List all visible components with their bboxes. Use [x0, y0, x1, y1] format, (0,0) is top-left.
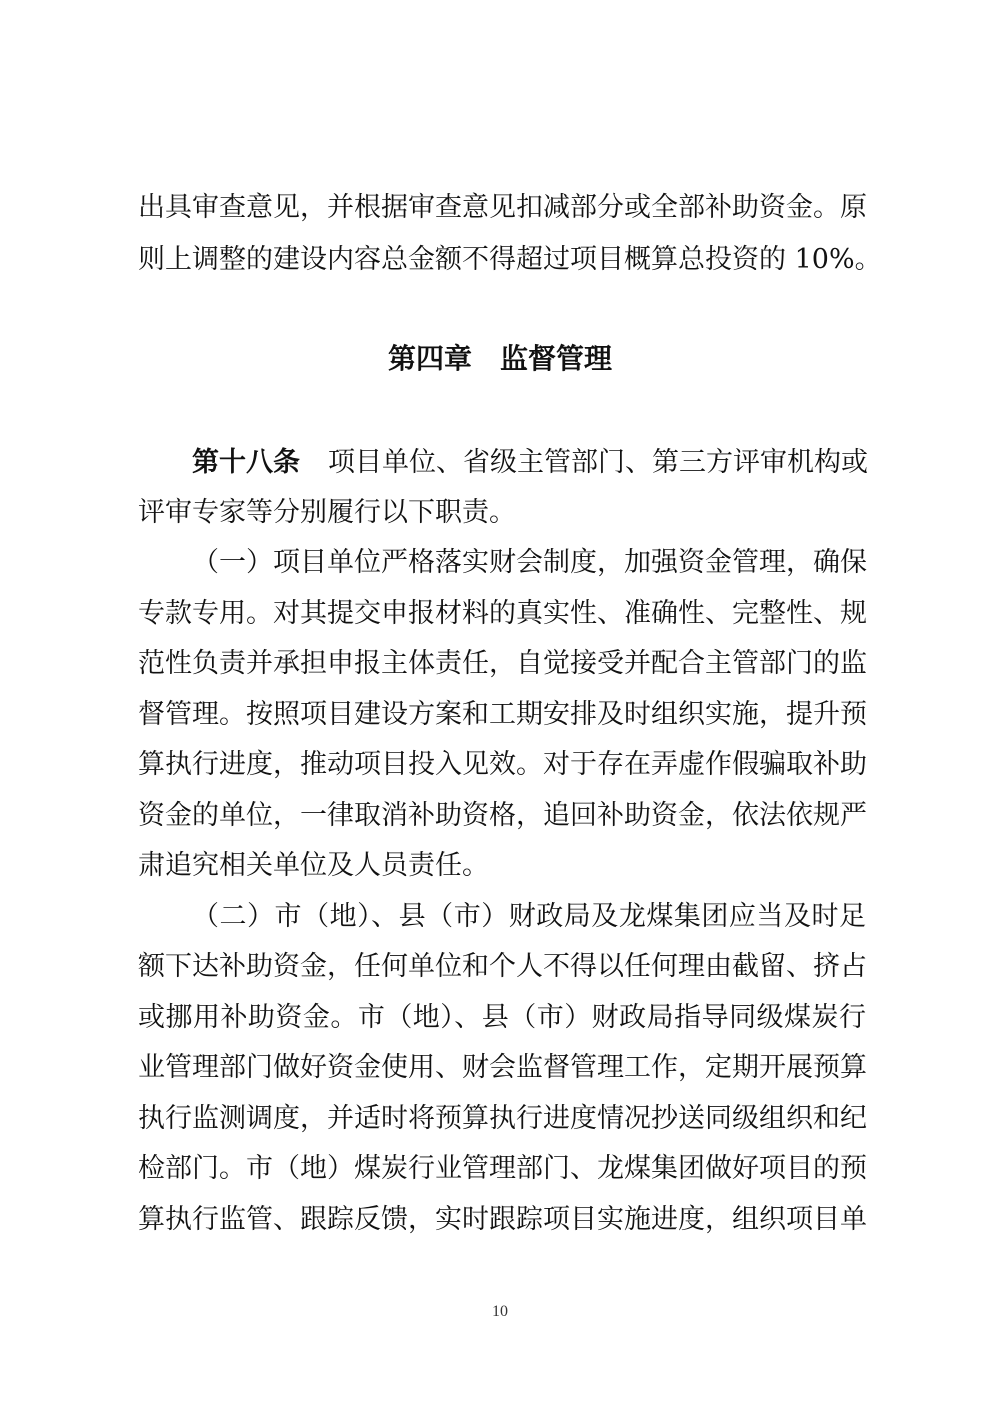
page-number: 10	[492, 1303, 508, 1320]
body-text-line: 或挪用补助资金。市（地）、县（市）财政局指导同级煤炭行	[138, 1002, 866, 1033]
body-text-line: 算执行进度，推动项目投入见效。对于存在弄虚作假骗取补助	[138, 749, 867, 780]
article-18-first-line	[192, 445, 866, 481]
body-text-line: 算执行监管、跟踪反馈，实时跟踪项目实施进度，组织项目单	[138, 1204, 867, 1235]
chapter-heading: 第四章 监督管理	[387, 342, 612, 375]
article-label: 第十八条	[192, 447, 300, 478]
body-text-line: 范性负责并承担申报主体责任，自觉接受并配合主管部门的监	[138, 648, 867, 679]
body-text-line: （一）项目单位严格落实财会制度，加强资金管理，确保	[192, 547, 867, 578]
body-text-line: 检部门。市（地）煤炭行业管理部门、龙煤集团做好项目的预	[138, 1153, 867, 1184]
article-text: 项目单位、省级主管部门、第三方评审机构或	[328, 447, 868, 478]
body-text-line: （二）市（地）、县（市）财政局及龙煤集团应当及时足	[192, 901, 866, 932]
body-text-line: 专款专用。对其提交申报材料的真实性、准确性、完整性、规	[138, 598, 867, 629]
body-text-line: 资金的单位，一律取消补助资格，追回补助资金，依法依规严	[138, 800, 867, 831]
body-text-line: 业管理部门做好资金使用、财会监督管理工作，定期开展预算	[138, 1052, 867, 1083]
body-text-line: 肃追究相关单位及人员责任。	[138, 850, 489, 881]
body-text-line: 出具审查意见，并根据审查意见扣减部分或全部补助资金。原	[138, 192, 867, 223]
body-text-line: 则上调整的建设内容总金额不得超过项目概算总投资的 10%。	[138, 244, 882, 275]
body-text-line: 额下达补助资金，任何单位和个人不得以任何理由截留、挤占	[138, 951, 867, 982]
body-text-line: 执行监测调度，并适时将预算执行进度情况抄送同级组织和纪	[138, 1103, 867, 1134]
body-text-line: 评审专家等分别履行以下职责。	[138, 497, 516, 528]
body-text-line: 督管理。按照项目建设方案和工期安排及时组织实施，提升预	[138, 699, 867, 730]
